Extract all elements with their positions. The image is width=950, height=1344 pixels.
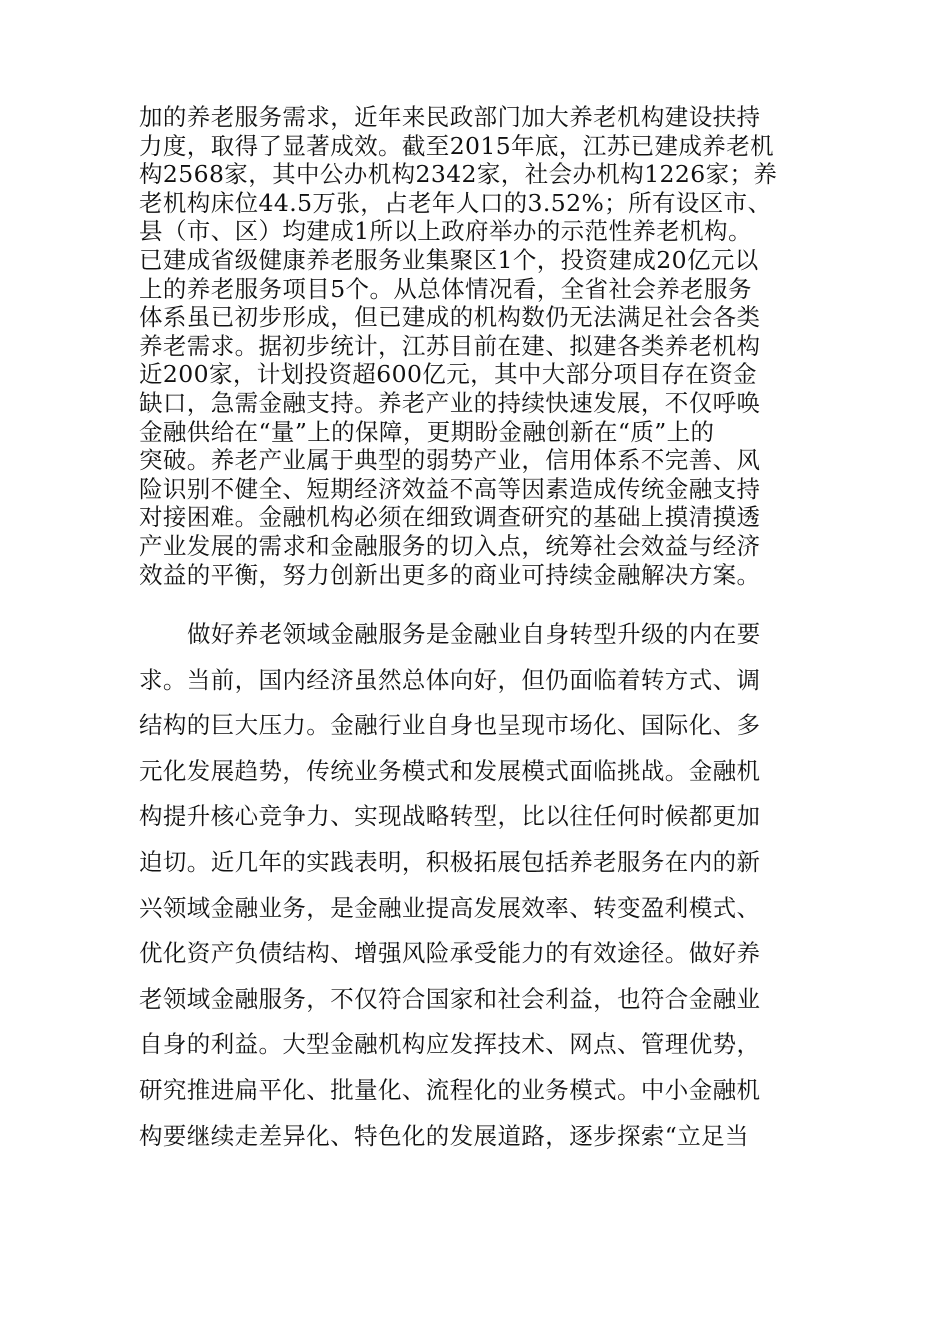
paragraph-line: 金融供给在“量”上的保障，更期盼金融创新在“质”上的 [139,417,715,446]
paragraph-line: 缺口，急需金融支持。养老产业的持续快速发展，不仅呼唤 [139,388,761,417]
paragraph-line: 求。当前，国内经济虽然总体向好，但仍面临着转方式、调 [139,665,761,694]
paragraph-line: 上的养老服务项目5个。从总体情况看，全省社会养老服务 [139,274,752,303]
paragraph-line: 险识别不健全、短期经济效益不高等因素造成传统金融支持 [139,474,761,503]
paragraph-line: 构提升核心竞争力、实现战略转型，比以往任何时候都更加 [139,802,761,831]
paragraph-line: 构2568家，其中公办机构2342家，社会办机构1226家；养 [139,160,778,189]
paragraph-line: 已建成省级健康养老服务业集聚区1个，投资建成20亿元以 [139,245,759,274]
paragraph-line: 老机构床位44.5万张，占老年人口的3.52%；所有设区市、 [139,188,772,217]
paragraph-line: 自身的利益。大型金融机构应发挥技术、网点、管理优势， [139,1030,761,1059]
paragraph-line: 迫切。近几年的实践表明，积极拓展包括养老服务在内的新 [139,847,761,876]
paragraph-line: 加的养老服务需求，近年来民政部门加大养老机构建设扶持 [139,103,761,131]
paragraph-line: 兴领域金融业务，是金融业提高发展效率、转变盈利模式、 [139,893,761,922]
paragraph-line: 力度，取得了显著成效。截至2015年底，江苏已建成养老机 [139,131,775,160]
paragraph-line: 效益的平衡，努力创新出更多的商业可持续金融解决方案。 [139,560,761,589]
paragraph-line: 研究推进扁平化、批量化、流程化的业务模式。中小金融机 [139,1075,761,1104]
paragraph-line: 养老需求。据初步统计，江苏目前在建、拟建各类养老机构 [139,331,761,360]
paragraph-line: 对接困难。金融机构必须在细致调查研究的基础上摸清摸透 [139,503,761,532]
paragraph-line: 做好养老领域金融服务是金融业自身转型升级的内在要 [187,620,761,648]
paragraph-line: 突破。养老产业属于典型的弱势产业，信用体系不完善、风 [139,446,761,475]
paragraph-1 [139,103,813,589]
paragraph-line: 结构的巨大压力。金融行业自身也呈现市场化、国际化、多 [139,711,761,740]
paragraph-line: 老领域金融服务，不仅符合国家和社会利益，也符合金融业 [139,984,761,1013]
paragraph-line: 县（市、区）均建成1所以上政府举办的示范性养老机构。 [139,217,752,246]
paragraph-line: 体系虽已初步形成，但已建成的机构数仍无法满足社会各类 [139,303,761,332]
paragraph-2 [139,612,813,1159]
paragraph-line: 产业发展的需求和金融服务的切入点，统筹社会效益与经济 [139,531,761,560]
paragraph-line: 优化资产负债结构、增强风险承受能力的有效途径。做好养 [139,939,761,968]
paragraph-line: 近200家，计划投资超600亿元，其中大部分项目存在资金 [139,360,757,389]
paragraph-line: 元化发展趋势，传统业务模式和发展模式面临挑战。金融机 [139,756,761,785]
paragraph-line: 构要继续走差异化、特色化的发展道路，逐步探索“立足当 [139,1121,749,1150]
